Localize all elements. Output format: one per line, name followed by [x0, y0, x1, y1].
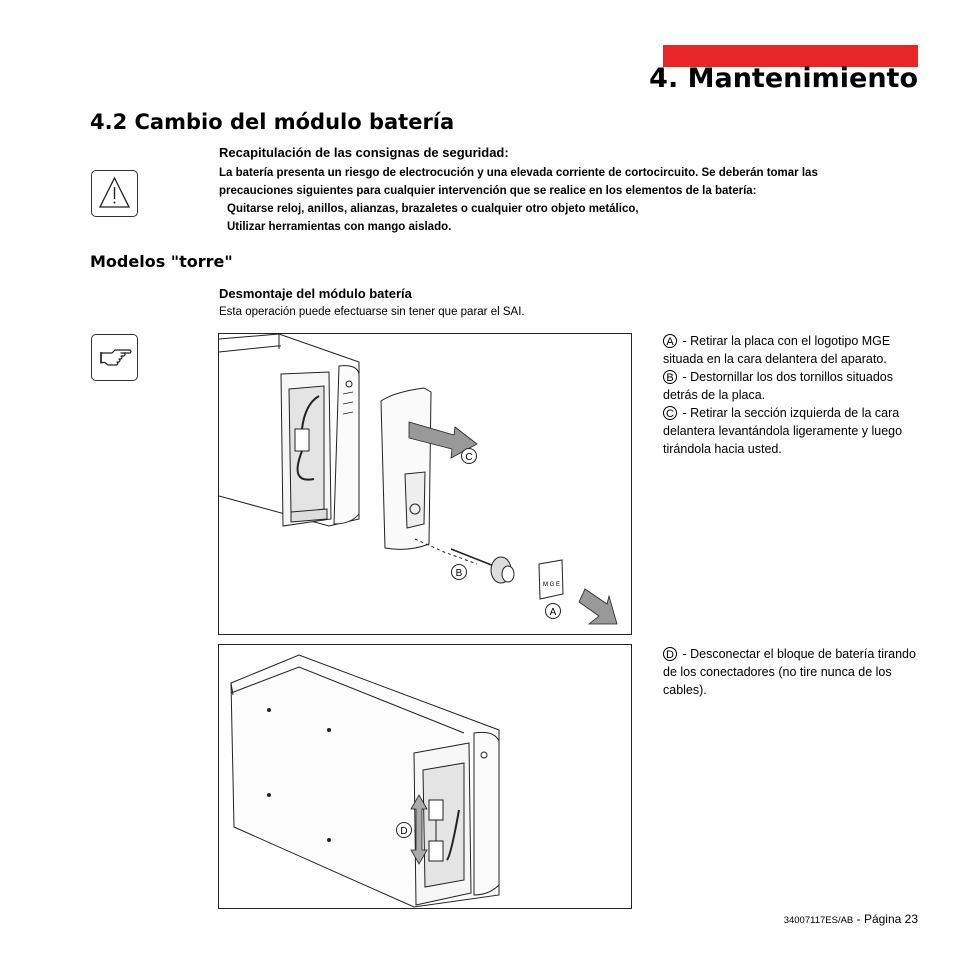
section-title: 4.2 Cambio del módulo batería: [90, 110, 455, 134]
safety-line-1: La batería presenta un riesgo de electrocución y una elevada corriente de cortocircuito. Se deberán tomar las: [219, 167, 818, 179]
step-b-text: - Destornillar los dos tornillos situados detrás de la placa.: [663, 370, 893, 402]
mge-logo-text: M G E: [543, 582, 561, 588]
safety-item-2: Utilizar herramientas con mango aislado.: [227, 221, 452, 233]
callout-d: D: [400, 826, 408, 837]
step-c-text: - Retirar la sección izquierda de la cara delantera levantándola ligeramente y luego tirándola hacia usted.: [663, 406, 903, 456]
step-d: [663, 645, 921, 699]
safety-text: [219, 164, 899, 236]
figure-2-illustration: [219, 645, 632, 909]
step-b: [663, 368, 921, 404]
pointing-hand-icon: [91, 334, 138, 381]
callout-a: A: [549, 607, 557, 618]
steps-abc: [663, 332, 921, 458]
warning-triangle-icon: [91, 170, 138, 217]
steps-d: [663, 645, 921, 699]
procedure-heading: Desmontaje del módulo batería: [219, 286, 412, 301]
callout-b: B: [455, 568, 463, 579]
safety-line-2: precauciones siguientes para cualquier intervención que se realice en los elementos de la batería:: [219, 185, 757, 197]
document-code: 34007117ES/AB: [783, 915, 854, 926]
figure-battery-disconnect: [218, 644, 632, 909]
page-footer: [784, 912, 918, 926]
step-d-text: - Desconectar el bloque de batería tirando de los conectadores (no tire nunca de los cables).: [663, 647, 916, 697]
chapter-title: 4. Mantenimiento: [649, 63, 918, 94]
step-a-text: - Retirar la placa con el logotipo MGE situada en la cara delantera del aparato.: [663, 334, 891, 366]
page-number: - Página 23: [856, 912, 918, 926]
step-d-letter: D: [663, 647, 677, 661]
subsection-title: Modelos "torre": [90, 252, 233, 271]
safety-heading: Recapitulación de las consignas de seguridad:: [219, 145, 509, 160]
procedure-intro: Esta operación puede efectuarse sin tener que parar el SAI.: [219, 306, 525, 318]
step-a: [663, 332, 921, 368]
step-a-letter: A: [663, 334, 677, 348]
callout-c: C: [465, 452, 473, 463]
safety-item-1: Quitarse reloj, anillos, alianzas, brazaletes o cualquier otro objeto metálico,: [227, 203, 639, 215]
step-c: [663, 404, 921, 458]
figure-1-illustration: [219, 334, 632, 635]
step-c-letter: C: [663, 406, 677, 420]
figure-front-panel-removal: [218, 333, 632, 635]
step-b-letter: B: [663, 370, 677, 384]
